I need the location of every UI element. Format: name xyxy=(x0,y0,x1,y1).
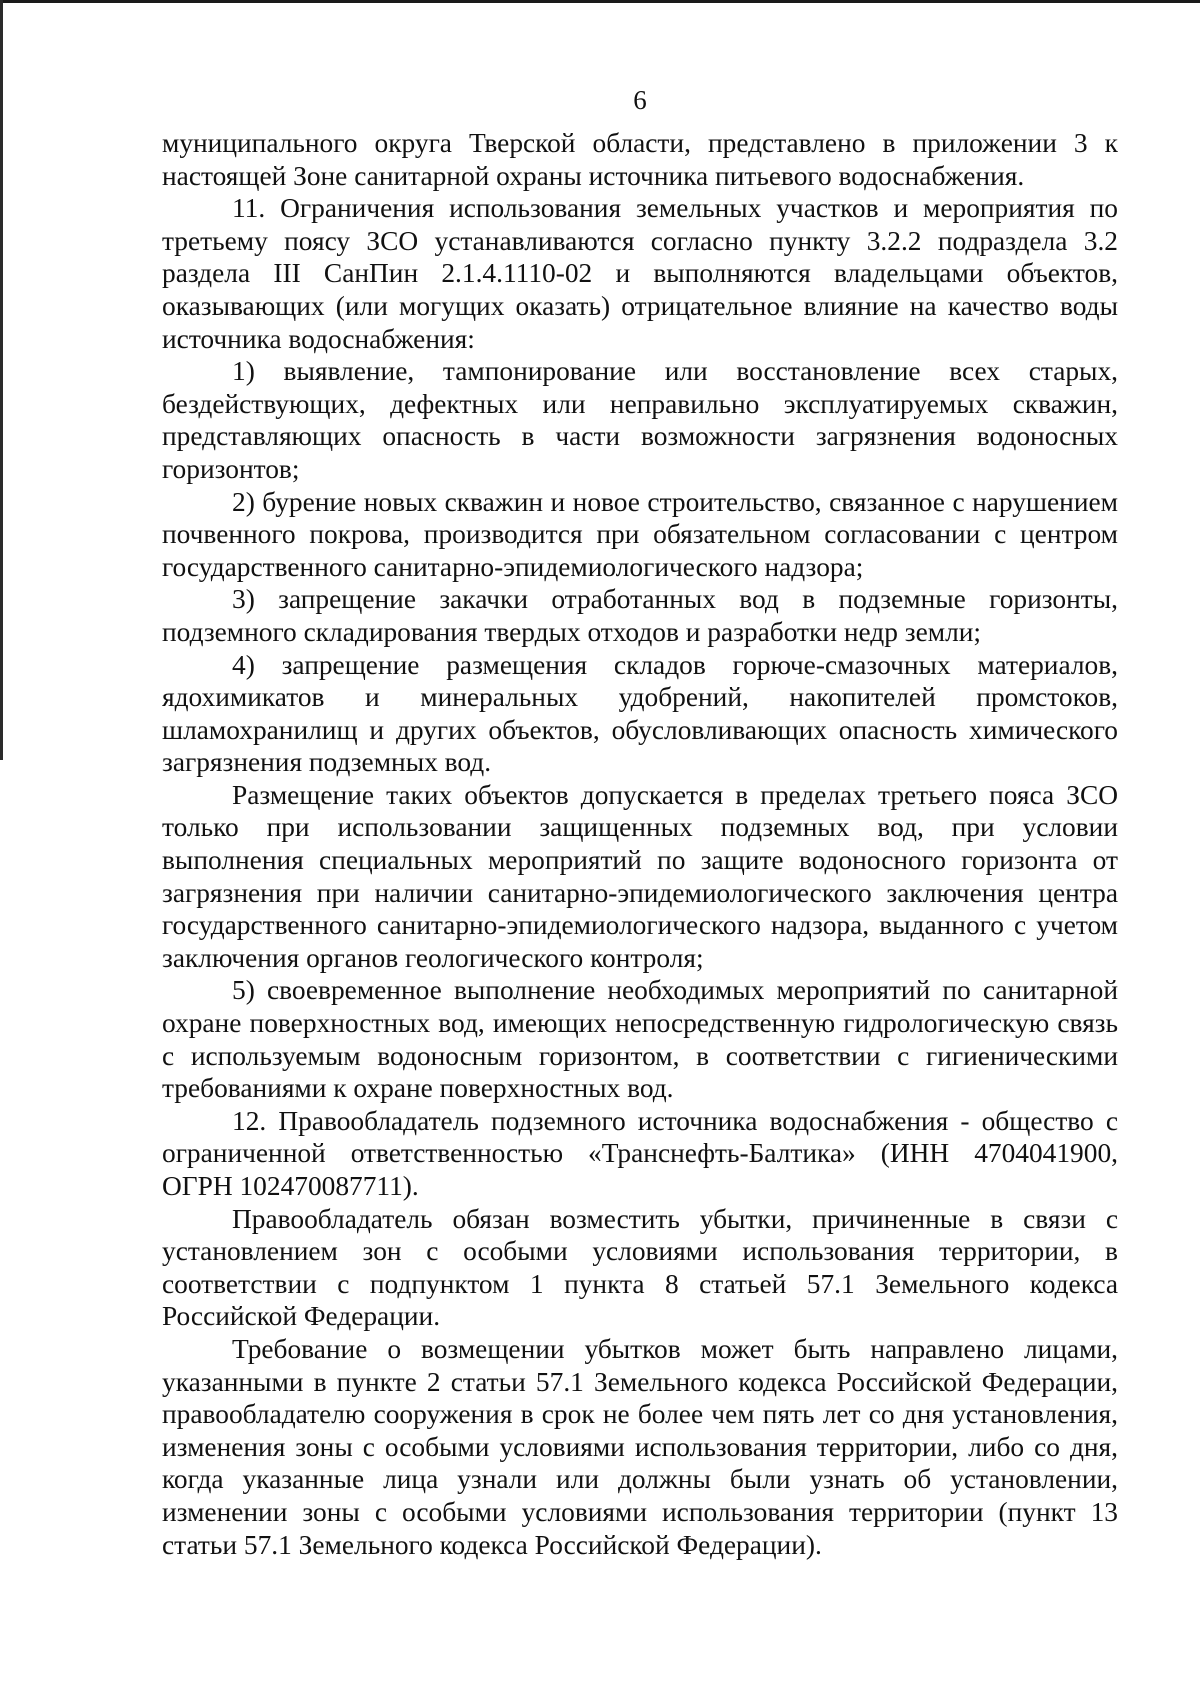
paragraph-compensation-claim: Требование о возмещении убытков может быть направлено лицами, указанными в пункте 2 статьи 57.1 Земельного кодекса Российской Федерации, правообладателю сооружения в срок не более чем пять лет со дня установления, изменения зоны с особыми условиями использования территории, либо со дня, когда указанные лица узнали или должны были узнать об установлении, изменении зоны с особыми условиями использования территории (пункт 13 статьи 57.1 Земельного кодекса Российской Федерации). xyxy=(162,1333,1118,1560)
paragraph-subitem-2: 2) бурение новых скважин и новое строительство, связанное с нарушением почвенного покрова, производится при обязательном согласовании с центром государственного санитарно-эпидемиологического надзора; xyxy=(162,486,1118,582)
page-number: 6 xyxy=(633,85,647,115)
paragraph-subitem-3: 3) запрещение закачки отработанных вод в подземные горизонты, подземного складирования твердых отходов и разработки недр земли; xyxy=(162,584,1118,647)
scan-edge-top xyxy=(0,0,1200,3)
paragraph-compensation-duty: Правообладатель обязан возместить убытки, причиненные в связи с установлением зон с особыми условиями использования территории, в соответствии с подпунктом 1 пункта 8 статьей 57.1 Земельного кодекса Российской Федерации. xyxy=(162,1203,1118,1332)
paragraph-subitem-1: 1) выявление, тампонирование или восстановление всех старых, бездействующих, дефектных или неправильно эксплуатируемых скважин, представляющих опасность в части возможности загрязнения водоносных горизонтов; xyxy=(162,356,1118,484)
paragraph-continuation: муниципального округа Тверской области, представлено в приложении 3 к настоящей Зоне санитарной охраны источника питьевого водоснабжения. xyxy=(162,128,1118,191)
paragraph-item-12: 12. Правообладатель подземного источника водоснабжения - общество с ограниченной ответственностью «Транснефть-Балтика» (ИНН 4704041900, ОГРН 102470087711). xyxy=(162,1105,1118,1201)
paragraph-item-11: 11. Ограничения использования земельных участков и мероприятия по третьему поясу ЗСО устанавливаются согласно пункту 3.2.2 подраздела 3.2 раздела III СанПин 2.1.4.1110-02 и выполняются владельцами объектов, оказывающих (или могущих оказать) отрицательное влияние на качество воды источника водоснабжения: xyxy=(162,193,1118,354)
paragraph-placement-note: Размещение таких объектов допускается в пределах третьего пояса ЗСО только при использовании защищенных подземных вод, при условии выполнения специальных мероприятий по защите водоносного горизонта от загрязнения при наличии санитарно-эпидемиологического заключения центра государственного санитарно-эпидемиологического надзора, выданного с учетом заключения органов геологического контроля; xyxy=(162,779,1118,973)
paragraph-subitem-5: 5) своевременное выполнение необходимых мероприятий по санитарной охране поверхностных вод, имеющих непосредственную гидрологическую связь с используемым водоносным горизонтом, в соответствии с гигиеническими требованиями к охране поверхностных вод. xyxy=(162,975,1118,1104)
document-body xyxy=(162,127,1118,1561)
paragraph-subitem-4: 4) запрещение размещения складов горюче-смазочных материалов, ядохимикатов и минеральных удобрений, накопителей промстоков, шламохранилищ и других объектов, обусловливающих опасность химического загрязнения подземных вод. xyxy=(162,649,1118,778)
